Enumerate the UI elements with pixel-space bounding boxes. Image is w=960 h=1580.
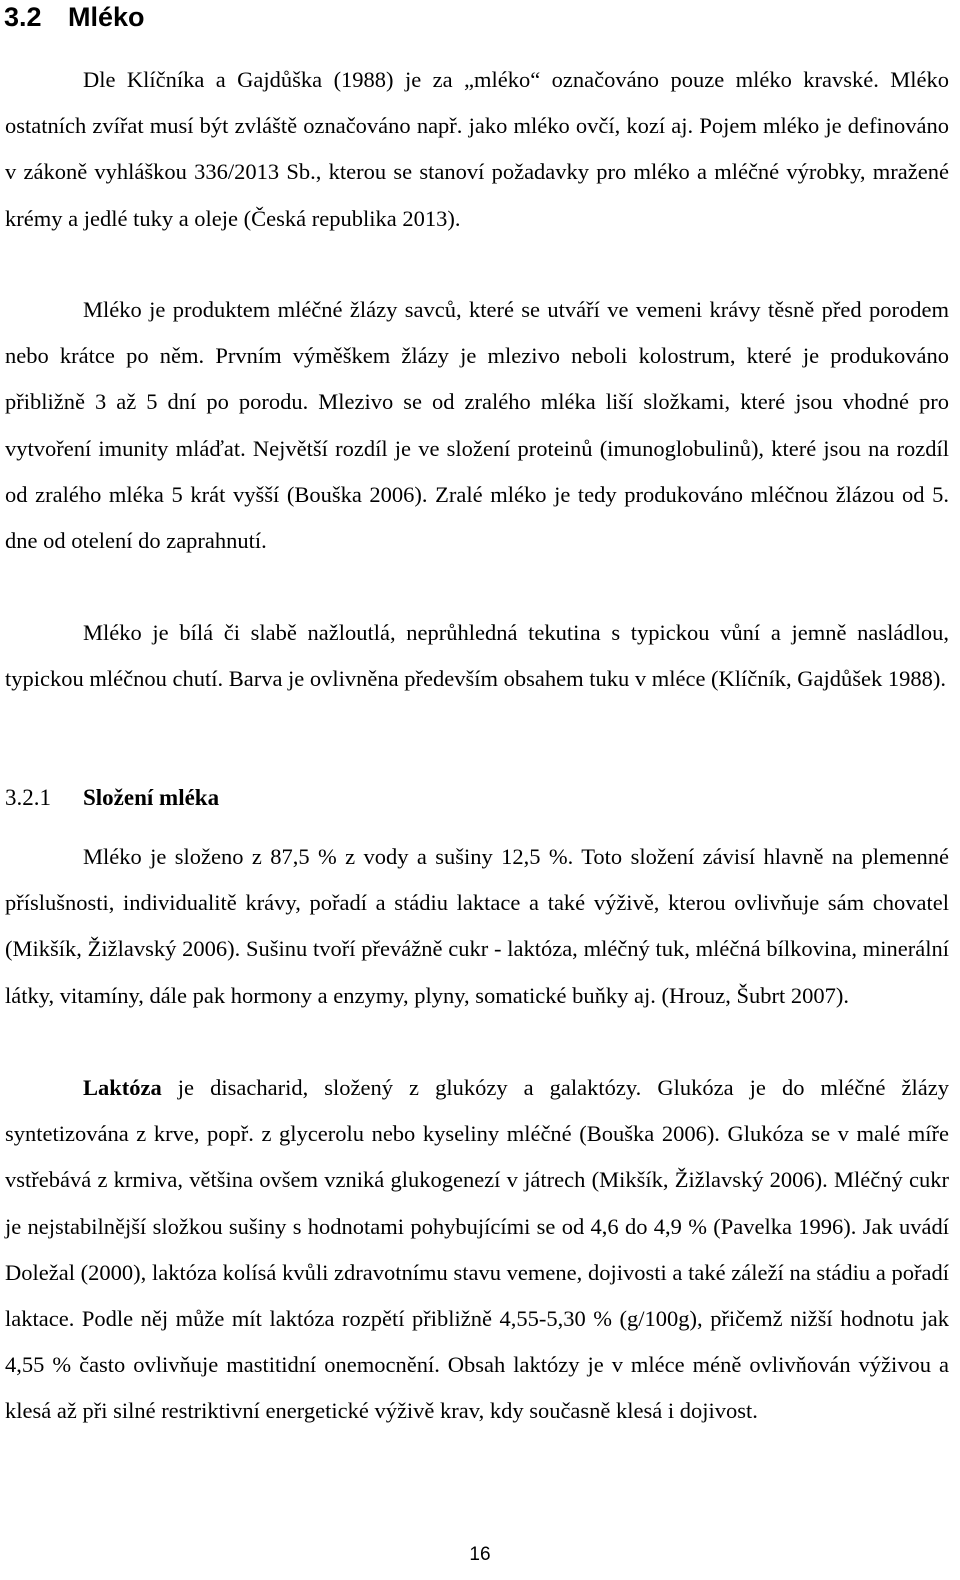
page-number: 16: [469, 1544, 491, 1565]
term-lactose: Laktóza: [83, 1075, 162, 1100]
paragraph-colostrum: Mléko je produktem mléčné žlázy savců, které se utváří ve vemeni krávy těsně před porodem nebo krátce po něm. Prvním výměškem žlázy je mlezivo neboli kolostrum, které je produkováno přibližně 3 až 5 dní po porodu. Mlezivo se od zralého mléka liší složkami, které jsou vhodné pro vytvoření imunity mláďat. Největší rozdíl je ve složení proteinů (imunoglobulinů), které jsou na rozdíl od zralého mléka 5 krát vyšší (Bouška 2006). Zralé mléko je tedy produkováno mléčnou žlázou od 5. dne od otelení do zaprahnutí.: [5, 297, 949, 554]
section-title: Mléko: [68, 2, 145, 32]
paragraph-lactose-text: je disacharid, složený z glukózy a galaktózy. Glukóza je do mléčné žlázy syntetizována z krve, popř. z glycerolu nebo kyseliny mléčné (Bouška 2006). Glukóza se v malé míře vstřebává z krmiva, většina ovšem vzniká glukogenezí v játrech (Mikšík, Žižlavský 2006). Mléčný cukr je nejstabilnější složkou sušiny s hodnotami pohybujícími se od 4,6 do 4,9 % (Pavelka 1996). Jak uvádí Doležal (2000), laktóza kolísá kvůli zdravotnímu stavu vemene, dojivosti a také záleží na stádiu a pořadí laktace. Podle něj může mít laktóza rozpětí přibližně 4,55-5,30 % (g/100g), přičemž nižší hodnotu jak 4,55 % často ovlivňuje mastitidní onemocnění. Obsah laktózy je v mléce méně ovlivňován výživou a klesá až při silné restriktivní energetické výživě krav, kdy současně klesá i dojivost.: [5, 1075, 949, 1424]
subsection-heading: [5, 780, 219, 816]
subsection-title: Složení mléka: [83, 785, 220, 810]
paragraph-milk-appearance: Mléko je bílá či slabě nažloutlá, neprůhledná tekutina s typickou vůní a jemně nasládlou, typickou mléčnou chutí. Barva je ovlivněna především obsahem tuku v mléce (Klíčník, Gajdůšek 1988).: [5, 620, 949, 692]
section-heading: [4, 0, 145, 34]
paragraph-lactose: [5, 1065, 949, 1435]
section-number: 3.2: [4, 2, 42, 32]
paragraph-milk-definition: Dle Klíčníka a Gajdůška (1988) je za „mléko“ označováno pouze mléko kravské. Mléko ostatních zvířat musí být zvláště označováno např. jako mléko ovčí, kozí aj. Pojem mléko je definováno v zákoně vyhláškou 336/2013 Sb., kterou se stanoví požadavky pro mléko a mléčné výrobky, mražené krémy a jedlé tuky a oleje (Česká republika 2013).: [5, 67, 949, 231]
subsection-number: 3.2.1: [5, 785, 51, 810]
paragraph-milk-composition: Mléko je složeno z 87,5 % z vody a sušiny 12,5 %. Toto složení závisí hlavně na plemenné příslušnosti, individualitě krávy, pořadí a stádiu laktace a také výživě, kterou ovlivňuje sám chovatel (Mikšík, Žižlavský 2006). Sušinu tvoří převážně cukr - laktóza, mléčný tuk, mléčná bílkovina, minerální látky, vitamíny, dále pak hormony a enzymy, plyny, somatické buňky aj. (Hrouz, Šubrt 2007).: [5, 844, 949, 1008]
